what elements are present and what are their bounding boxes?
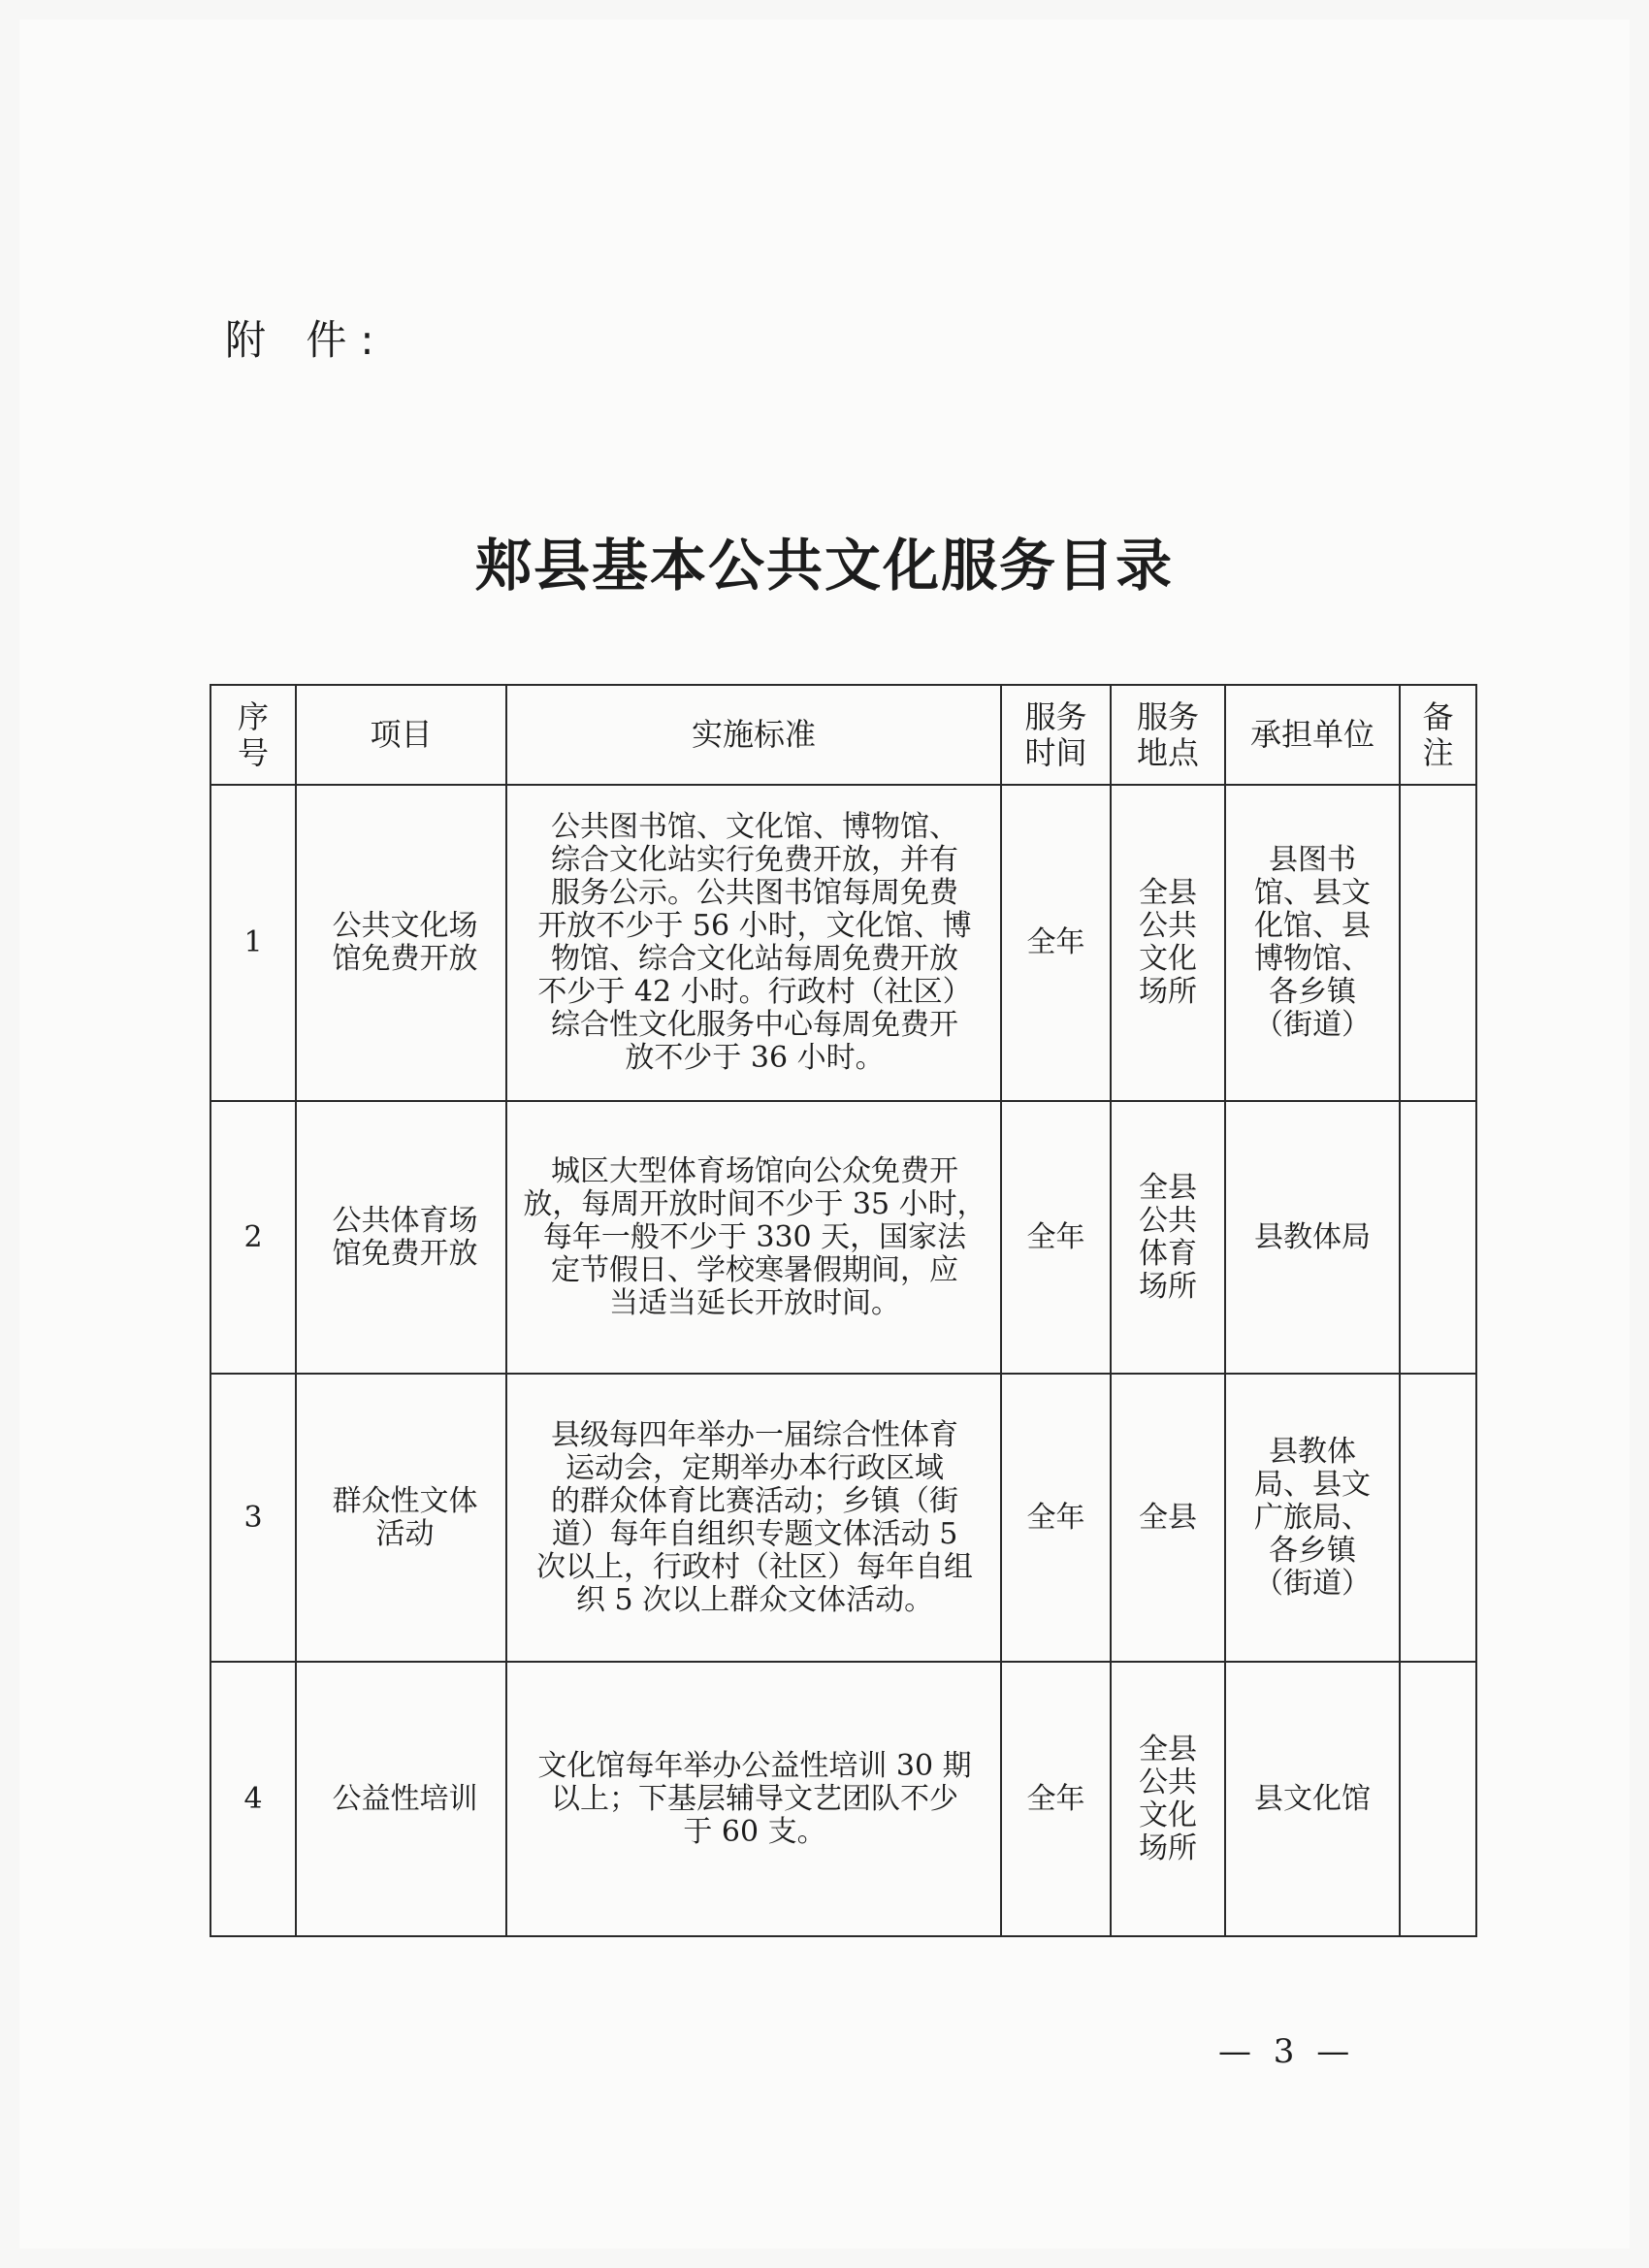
cell-responsible-unit: 县图书 馆、县文 化馆、县 博物馆、 各乡镇 （街道） xyxy=(1225,785,1400,1101)
service-catalog-table xyxy=(210,684,1477,1937)
cell-service-time: 全年 xyxy=(1001,1374,1111,1662)
header-service-time: 服务 时间 xyxy=(1001,685,1111,785)
cell-remark xyxy=(1400,1662,1476,1936)
cell-standard: 城区大型体育场馆向公众免费开 放，每周开放时间不少于 35 小时， 每年一般不少于 330 天，国家法 定节假日、学校寒暑假期间，应 当适当延长开放时间。 xyxy=(506,1101,1001,1374)
header-remark: 备 注 xyxy=(1400,685,1476,785)
cell-project: 公共体育场 馆免费开放 xyxy=(296,1101,506,1374)
cell-no: 4 xyxy=(210,1662,296,1936)
cell-remark xyxy=(1400,1101,1476,1374)
table-row xyxy=(210,785,1476,1101)
attachment-label: 附 件: xyxy=(225,316,388,364)
cell-responsible-unit: 县教体局 xyxy=(1225,1101,1400,1374)
page-number: — 3 — xyxy=(1218,2032,1356,2071)
cell-service-location: 全县 xyxy=(1111,1374,1225,1662)
cell-service-location: 全县 公共 文化 场所 xyxy=(1111,1662,1225,1936)
cell-remark xyxy=(1400,785,1476,1101)
table-header-row xyxy=(210,685,1476,785)
cell-standard: 公共图书馆、文化馆、博物馆、 综合文化站实行免费开放，并有 服务公示。公共图书馆每周免费 开放不少于 56 小时，文化馆、博 物馆、综合文化站每周免费开放 不少于 42 小时。行政村（社区） 综合性文化服务中心每周免费开 放不少于 36 小时。 xyxy=(506,785,1001,1101)
document-title: 郏县基本公共文化服务目录 xyxy=(474,533,1174,599)
cell-service-time: 全年 xyxy=(1001,1662,1111,1936)
cell-service-location: 全县 公共 文化 场所 xyxy=(1111,785,1225,1101)
cell-standard: 县级每四年举办一届综合性体育 运动会，定期举办本行政区域 的群众体育比赛活动；乡镇（街 道）每年自组织专题文体活动 5 次以上，行政村（社区）每年自组 织 5 次以上群众文体活动。 xyxy=(506,1374,1001,1662)
cell-service-time: 全年 xyxy=(1001,1101,1111,1374)
cell-project: 公共文化场 馆免费开放 xyxy=(296,785,506,1101)
cell-standard: 文化馆每年举办公益性培训 30 期 以上；下基层辅导文艺团队不少 于 60 支。 xyxy=(506,1662,1001,1936)
header-responsible-unit: 承担单位 xyxy=(1225,685,1400,785)
table-row xyxy=(210,1374,1476,1662)
cell-service-location: 全县 公共 体育 场所 xyxy=(1111,1101,1225,1374)
cell-project: 公益性培训 xyxy=(296,1662,506,1936)
cell-service-time: 全年 xyxy=(1001,785,1111,1101)
table-row xyxy=(210,1101,1476,1374)
cell-responsible-unit: 县教体 局、县文 广旅局、 各乡镇 （街道） xyxy=(1225,1374,1400,1662)
header-service-location: 服务 地点 xyxy=(1111,685,1225,785)
cell-responsible-unit: 县文化馆 xyxy=(1225,1662,1400,1936)
cell-no: 2 xyxy=(210,1101,296,1374)
table-row xyxy=(210,1662,1476,1936)
header-project: 项目 xyxy=(296,685,506,785)
cell-remark xyxy=(1400,1374,1476,1662)
cell-no: 3 xyxy=(210,1374,296,1662)
header-standard: 实施标准 xyxy=(506,685,1001,785)
cell-no: 1 xyxy=(210,785,296,1101)
header-no: 序 号 xyxy=(210,685,296,785)
cell-project: 群众性文体 活动 xyxy=(296,1374,506,1662)
